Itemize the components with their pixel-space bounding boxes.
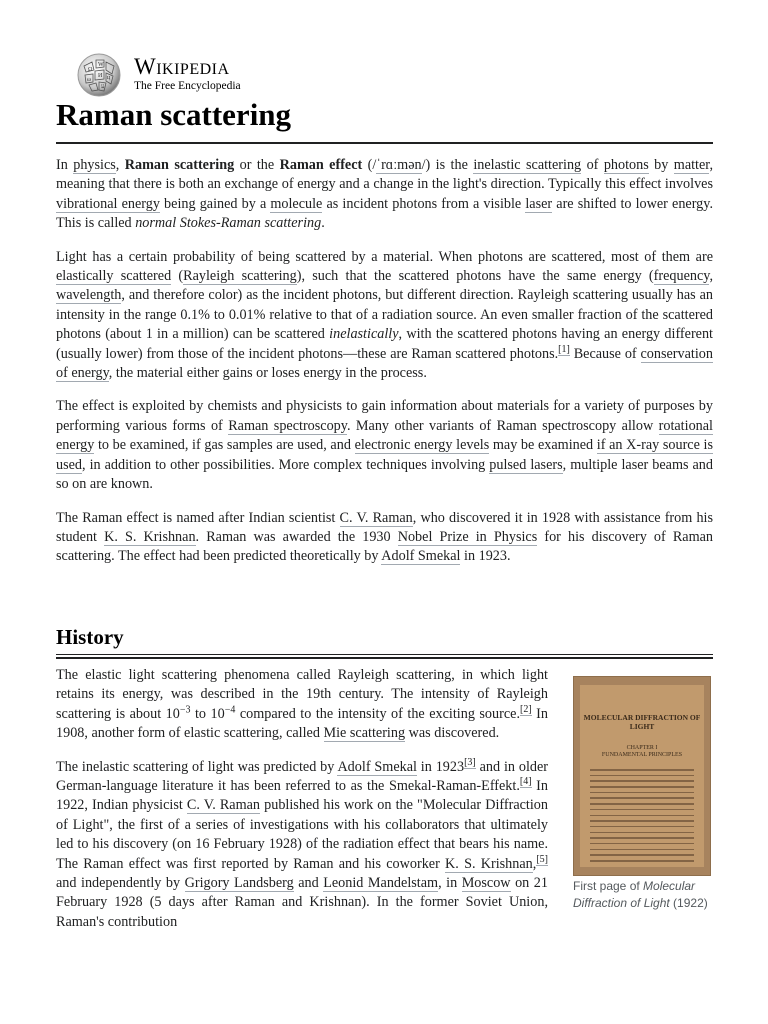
figure-caption: First page of Molecular Diffraction of Light (1922) (573, 879, 708, 910)
figure-thumbnail (573, 676, 711, 912)
book-page-image[interactable] (573, 676, 711, 876)
reference-link[interactable]: [1] (558, 343, 570, 355)
lead-paragraph-1: In physics, Raman scattering or the Raman effect (/ˈrɑːmən/) is the inelastic scattering of photons by matter, meaning that there is both an exchange of energy and a change in the light's direction. Typically this effect involves vibrational energy being gained by a molecule as incident photons from a visible laser are shifted to lower energy. This is called normal Stokes-Raman scattering. (56, 157, 713, 232)
link-physics[interactable]: physics (73, 157, 116, 173)
link-leonid-mandelstam[interactable]: Leonid Mandelstam (323, 875, 439, 892)
book-text-lines (590, 769, 694, 866)
link-matter[interactable]: matter (673, 157, 710, 173)
svg-text:ע: ע (101, 84, 105, 90)
link-frequency[interactable]: frequency (653, 268, 710, 285)
bold-term: Raman scattering (124, 157, 235, 173)
site-tagline: The Free Encyclopedia (134, 80, 241, 92)
link-inelastic-scattering[interactable]: inelastic scattering (473, 157, 582, 173)
reference-marker[interactable] (536, 854, 548, 866)
history-paragraph-1: The elastic light scattering phenomena called Rayleigh scattering, in which light retains its energy, was described in the 19th century. The intensity of Rayleigh scattering is about $10^{-3}$ to $10^{-4}$ compared to the intensity of the exciting source.[2] In 1908, another form of elastic scattering, called Mie scattering was discovered. (56, 667, 548, 742)
link-elastically-scattered[interactable]: elastically scattered (56, 268, 172, 285)
link-pulsed-lasers[interactable]: pulsed lasers (489, 456, 563, 473)
lead-paragraph-4: The Raman effect is named after Indian scientist C. V. Raman, who discovered it in 1928 with assistance from his student K. S. Krishnan. Raman was awarded the 1930 Nobel Prize in Physics for his discovery of Raman scattering. The effect had been predicted theoretically by Adolf Smekal in 1923. (56, 509, 714, 565)
link-cv-raman[interactable]: C. V. Raman (339, 509, 413, 526)
book-title: MOLECULAR DIFFRACTION OF LIGHT (583, 713, 701, 731)
svg-text:ц: ц (107, 75, 111, 81)
link-nobel-prize-physics[interactable]: Nobel Prize in Physics (397, 528, 538, 545)
page-title: Raman scattering (56, 92, 713, 144)
book-page (580, 685, 704, 867)
link-adolf-smekal[interactable]: Adolf Smekal (337, 758, 417, 775)
reference-link[interactable]: [5] (536, 853, 548, 865)
lead-paragraph-3: The effect is exploited by chemists and physicists to gain information about materials for a variety of purposes by performing various forms of Raman spectroscopy. Many other variants of Raman spectroscopy allow rotational energy to be examined, if gas samples are used, and electronic energy levels may be examined if an X-ray source is used, in addition to other possibilities. More complex techniques involving pulsed lasers, multiple laser beams and so on are known. (56, 398, 713, 493)
site-name: Wikipedia (134, 54, 230, 79)
link-x-ray-source[interactable]: if an X-ray source is used (56, 437, 713, 473)
history-section (56, 666, 548, 946)
reference-link[interactable]: [2] (520, 704, 532, 716)
reference-marker[interactable] (520, 704, 532, 716)
reference-link[interactable]: [4] (519, 776, 532, 788)
link-rotational-energy[interactable]: rotational energy (56, 417, 713, 454)
link-photons[interactable]: photons (603, 157, 649, 173)
link-adolf-smekal[interactable]: Adolf Smekal (381, 548, 461, 565)
reference-marker[interactable] (520, 776, 532, 788)
svg-text:Ω: Ω (88, 67, 93, 73)
reference-marker[interactable] (464, 757, 476, 769)
reference-marker[interactable] (558, 344, 570, 356)
svg-text:ω: ω (87, 77, 91, 83)
link-vibrational-energy[interactable]: vibrational energy (56, 195, 160, 212)
link-pronunciation[interactable]: ˈrɑːmən (376, 157, 422, 173)
lead-paragraph-2: Light has a certain probability of being scattered by a material. When photons are scattered, most of them are elastically scattered (Rayleigh scattering), such that the scattered photons have the same energy (frequency, wavelength, and therefore color) as the incident photons, but different direction. Rayleigh scattering usually has an intensity in the range 0.1% to 0.01% relative to that of a radiation source. An even smaller fraction of the scattered photons (about 1 in a million) can be scattered inelastically, with the scattered photons having an energy different (usually lower) from those of the incident photons—these are Raman scattered photons.[1] Because of conservation of energy, the material either gains or loses energy in the process. (56, 248, 713, 382)
link-grigory-landsberg[interactable]: Grigory Landsberg (184, 875, 294, 892)
link-raman-spectroscopy[interactable]: Raman spectroscopy (228, 417, 347, 434)
svg-text:W: W (98, 62, 104, 68)
history-paragraph-2: The inelastic scattering of light was predicted by Adolf Smekal in 1923[3] and in older German-language literature it has been referred to as the Smekal-Raman-Effekt.[4] In 1922, Indian physicist C. V. Raman published his work on the "Molecular Diffraction of Light", the first of a series of investigations with his collaborators that ultimately led to his discovery (on 16 February 1928) of the radiation effect that bears his name. The Raman effect was first reported by Raman and his coworker K. S. Krishnan,[5] and independently by Grigory Landsberg and Leonid Mandelstam, in Moscow on 21 February 1928 (5 days after Raman and Krishnan). In the former Soviet Union, Raman's contribution (56, 756, 549, 930)
link-conservation-of-energy[interactable]: conservation of energy (56, 345, 713, 382)
exponent: −4 (224, 704, 236, 716)
book-chapter (580, 745, 704, 759)
svg-text:И: И (98, 73, 103, 79)
wordmark[interactable] (134, 55, 241, 93)
link-electronic-energy-levels[interactable]: electronic energy levels (354, 437, 490, 454)
caption-book-title: Molecular Diffraction of Light (573, 879, 696, 910)
lead-section (56, 156, 713, 581)
link-rayleigh-scattering[interactable]: Rayleigh scattering (183, 268, 297, 285)
link-ks-krishnan[interactable]: K. S. Krishnan (445, 855, 533, 872)
link-moscow[interactable]: Moscow (461, 875, 511, 892)
link-cv-raman[interactable]: C. V. Raman (186, 797, 261, 814)
link-wavelength[interactable]: wavelength (56, 287, 122, 304)
link-mie-scattering[interactable]: Mie scattering (323, 725, 406, 742)
reference-link[interactable]: [3] (464, 756, 476, 768)
italic-term: normal Stokes-Raman scattering (135, 215, 322, 232)
link-laser[interactable]: laser (525, 195, 553, 212)
chapter-label: CHAPTER I (626, 745, 658, 751)
exponent: −3 (179, 704, 191, 716)
history-heading: History (56, 622, 713, 655)
italic-term: inelastically (329, 326, 399, 343)
section-label: FUNDAMENTAL PRINCIPLES (601, 752, 683, 758)
bold-term: Raman effect (279, 157, 363, 173)
link-molecule[interactable]: molecule (270, 195, 323, 212)
link-ks-krishnan[interactable]: K. S. Krishnan (104, 528, 196, 545)
